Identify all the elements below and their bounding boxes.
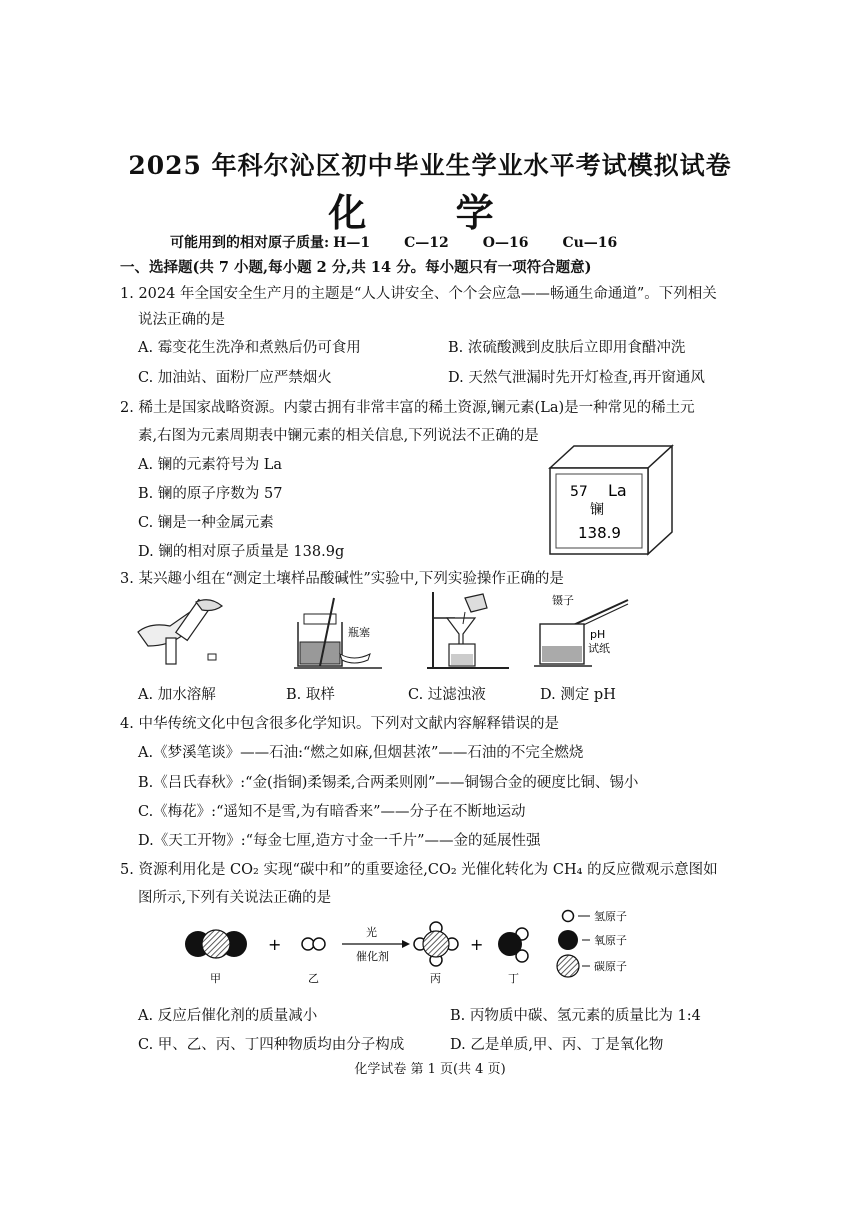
arrow-top-label: 光 [366, 926, 377, 939]
q3-option-d: D. 测定 pH [540, 687, 616, 703]
label-jia: 甲 [210, 972, 221, 985]
legend-carbon: 碳原子 [594, 960, 627, 973]
q4-option-b: B.《吕氏春秋》:“金(指铜)柔锡柔,合两柔则刚”——铜锡合金的硬度比铜、锡小 [138, 775, 639, 791]
cell-number: 57 [570, 484, 588, 500]
filter-illustration [425, 590, 515, 672]
q1-option-d: D. 天然气泄漏时先开灯检查,再开窗通风 [448, 370, 705, 386]
mass-h: H—1 [333, 235, 371, 251]
plus-sign-1: + [268, 935, 282, 954]
mass-cu: Cu—16 [562, 235, 618, 251]
molecule-jia [185, 930, 247, 958]
q2-stem-1: 2. 稀土是国家战略资源。内蒙古拥有非常丰富的稀土资源,镧元素(La)是一种常见的稀土元 [120, 400, 695, 416]
q1-stem-1: 1. 2024 年全国安全生产月的主题是“人人讲安全、个个会应急——畅通生命通道”。下列相关 [120, 286, 717, 302]
sampling-illustration [290, 592, 390, 670]
q1-option-c: C. 加油站、面粉厂应严禁烟火 [138, 370, 332, 386]
legend-oxygen: 氧原子 [594, 934, 627, 947]
subject-title: 化 学 [328, 190, 532, 235]
paper-label: 试纸 [588, 642, 610, 655]
q3-option-c: C. 过滤浊液 [408, 687, 486, 703]
cell-symbol: La [608, 481, 627, 500]
q4-option-a: A.《梦溪笔谈》——石油:“燃之如麻,但烟甚浓”——石油的不完全燃烧 [138, 745, 584, 761]
q2-option-d: D. 镧的相对原子质量是 138.9g [138, 544, 345, 560]
tweezers-label: 镊子 [552, 594, 574, 607]
q4-option-d: D.《天工开物》:“每金七厘,造方寸金一千片”——金的延展性强 [138, 833, 541, 849]
q1-option-b: B. 浓硫酸溅到皮肤后立即用食醋冲洗 [448, 340, 686, 356]
q3-option-b: B. 取样 [286, 687, 335, 703]
mass-c: C—12 [404, 235, 449, 251]
molecule-bing [414, 922, 458, 966]
legend [557, 909, 627, 977]
mass-o: O—16 [482, 235, 529, 251]
lanthanum-element-cell [542, 444, 682, 556]
label-yi: 乙 [308, 972, 319, 985]
ph-label: pH [590, 628, 606, 641]
label-ding: 丁 [508, 972, 519, 985]
q4-stem: 4. 中华传统文化中包含很多化学知识。下列对文献内容解释错误的是 [120, 716, 559, 732]
stopper-label: 瓶塞 [348, 626, 370, 639]
molecule-yi [302, 938, 325, 950]
q5-stem-2: 图所示,下列有关说法正确的是 [138, 890, 332, 906]
q3-option-a: A. 加水溶解 [138, 687, 216, 703]
q3-stem: 3. 某兴趣小组在“测定土壤样品酸碱性”实验中,下列实验操作正确的是 [120, 571, 564, 587]
reaction-diagram [176, 906, 716, 986]
dissolve-illustration [130, 592, 230, 670]
q2-stem-2: 素,右图为元素周期表中镧元素的相关信息,下列说法不正确的是 [138, 428, 539, 444]
page-footer: 化学试卷 第 1 页(共 4 页) [354, 1062, 506, 1077]
arrow-bottom-label: 催化剂 [356, 950, 389, 963]
plus-sign-2: + [470, 935, 484, 954]
label-bing: 丙 [430, 972, 441, 985]
q2-option-c: C. 镧是一种金属元素 [138, 515, 274, 531]
atomic-mass-line [170, 232, 651, 252]
q1-option-a: A. 霉变花生洗净和煮熟后仍可食用 [138, 340, 361, 356]
q5-option-c: C. 甲、乙、丙、丁四种物质均由分子构成 [138, 1037, 405, 1053]
q4-option-c: C.《梅花》:“遥知不是雪,为有暗香来”——分子在不断地运动 [138, 804, 526, 820]
q5-option-d: D. 乙是单质,甲、丙、丁是氧化物 [450, 1037, 664, 1053]
q5-option-a: A. 反应后催化剂的质量减小 [138, 1008, 318, 1024]
q2-option-b: B. 镧的原子序数为 57 [138, 486, 283, 502]
cell-mass: 138.9 [578, 524, 621, 542]
q5-stem-1: 5. 资源利用化是 CO₂ 实现“碳中和”的重要途径,CO₂ 光催化转化为 CH₄ 的反应微观示意图如 [120, 862, 718, 878]
cell-name: 镧 [590, 502, 604, 518]
q1-stem-2: 说法正确的是 [138, 312, 225, 328]
exam-title: 2025 年科尔沁区初中毕业生学业水平考试模拟试卷 [128, 151, 732, 180]
atomic-mass-label: 可能用到的相对原子质量: [170, 235, 330, 251]
legend-hydrogen: 氢原子 [594, 910, 627, 923]
q2-option-a: A. 镧的元素符号为 La [138, 457, 283, 473]
ph-illustration [528, 590, 638, 672]
molecule-ding [498, 928, 528, 962]
section-heading: 一、选择题(共 7 小题,每小题 2 分,共 14 分。每小题只有一项符合题意) [120, 259, 592, 276]
q5-option-b: B. 丙物质中碳、氢元素的质量比为 1:4 [450, 1008, 701, 1024]
